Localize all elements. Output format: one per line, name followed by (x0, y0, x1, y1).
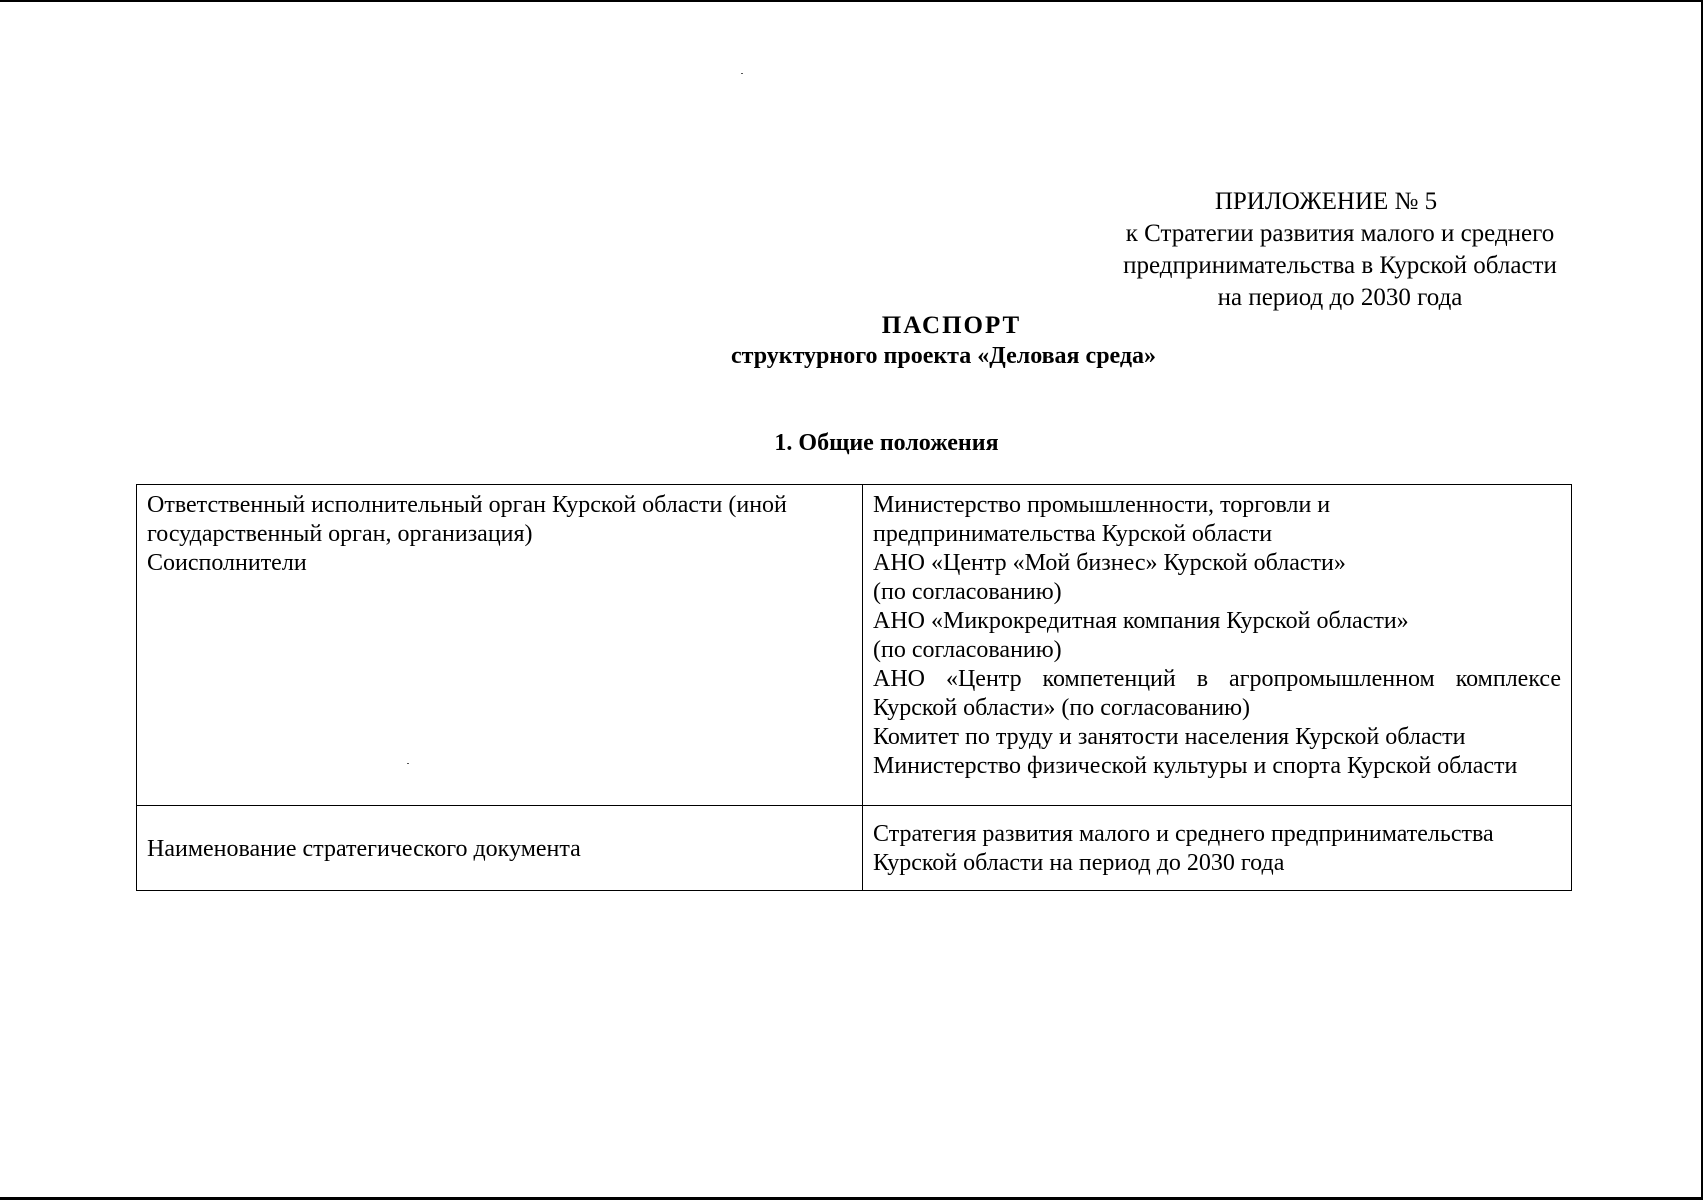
value-line: (по согласованию) (873, 579, 1062, 605)
value-line: АНО «Микрокредитная компания Курской области» (873, 608, 1409, 634)
value-line: Курской области на период до 2030 года (873, 850, 1285, 876)
value-line: Курской области» (по согласованию) (873, 695, 1251, 721)
table-cell-label (137, 485, 863, 806)
co-executors-label: Соисполнители (147, 550, 307, 576)
table-cell-label (137, 806, 863, 891)
value-line: Комитет по труду и занятости населения Курской области (873, 724, 1466, 750)
appendix-line: на период до 2030 года (1217, 284, 1463, 311)
table-row (137, 485, 1572, 806)
responsible-body-label: Ответственный исполнительный орган Курской области (иной государственный орган, организация) (147, 492, 787, 547)
value-line: (по согласованию) (873, 637, 1062, 663)
value-line: предпринимательства Курской области (873, 521, 1273, 547)
value-line: АНО «Центр компетенций в агропромышленном комплексе (873, 666, 1561, 692)
passport-subtitle: структурного проекта «Деловая среда» (730, 343, 1157, 369)
table-cell-value (863, 806, 1572, 891)
scan-speck (741, 73, 743, 74)
table-cell-value (863, 485, 1572, 806)
passport-table (136, 484, 1572, 891)
appendix-number: ПРИЛОЖЕНИЕ № 5 (1214, 188, 1438, 215)
appendix-line: предпринимательства в Курской области (1123, 252, 1557, 279)
strategic-document-label: Наименование стратегического документа (147, 835, 581, 862)
appendix-block (1040, 186, 1640, 314)
value-line: Министерство физической культуры и спорта Курской области (873, 753, 1518, 779)
appendix-line: к Стратегии развития малого и среднего (1125, 220, 1555, 247)
table-row (137, 806, 1572, 891)
section-heading: 1. Общие положения (774, 430, 999, 456)
value-line: АНО «Центр «Мой бизнес» Курской области» (873, 550, 1346, 576)
value-line: Министерство промышленности, торговли и (873, 492, 1331, 518)
passport-title: ПАСПОРТ (881, 312, 1022, 339)
value-line: Стратегия развития малого и среднего предпринимательства (873, 821, 1494, 847)
